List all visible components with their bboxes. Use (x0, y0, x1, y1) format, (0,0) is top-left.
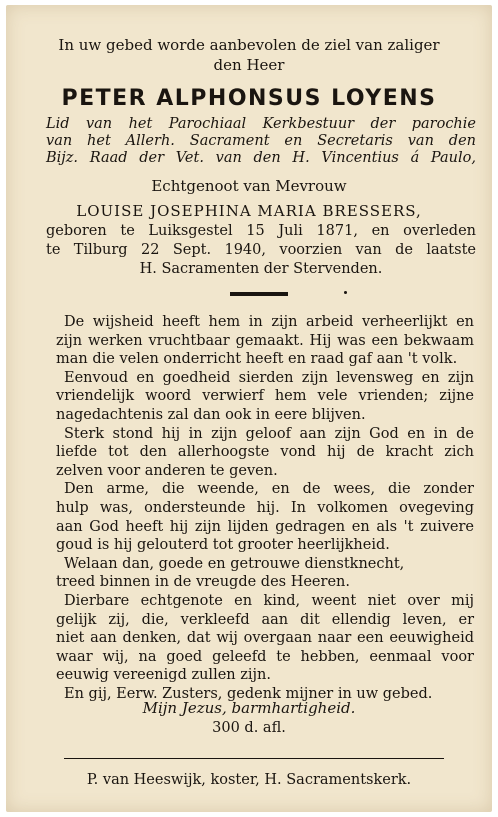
printer-credit: P. van Heeswijk, koster, H. Sacramentskerk. (86, 772, 412, 788)
eulogy-line: goud is hij gelouterd tot grooter heerlijkheid. (56, 537, 390, 554)
dates-line: te Tilburg 22 Sept. 1940, voorzien van de laatste (46, 242, 476, 258)
eulogy-line: aan God heeft hij zijn lijden gedragen en als 't zuivere (56, 518, 474, 535)
eulogy-line: liefde tot den allerhoogste vond hij de kracht zich (56, 444, 474, 461)
title-line: van het Allerh. Sacrament en Secretaris van den (46, 133, 476, 149)
eulogy-line: De wijsheid heeft hem in zijn arbeid verheerlijkt en (64, 314, 474, 330)
eulogy-line: treed binnen in de vreugde des Heeren. (56, 574, 350, 591)
spouse-header: Echtgenoot van Mevrouw (151, 177, 347, 195)
intro-text (6, 35, 492, 75)
deceased-titles (46, 116, 476, 167)
title-line: Bijz. Raad der Vet. van den H. Vincentius á Paulo, (46, 150, 476, 166)
ink-speck (344, 291, 347, 294)
eulogy-line: vriendelijk woord verwierf hem vele vrienden; zijne (56, 388, 474, 405)
memorial-card (6, 5, 492, 812)
indulgence-note: 300 d. afl. (212, 720, 286, 736)
deceased-name: PETER ALPHONSUS LOYENS (61, 86, 437, 111)
eulogy-line: hulp was, ondersteunde hij. In volkomen ovegeving (56, 499, 474, 516)
eulogy-line: eeuwig vereenigd zullen zijn. (56, 667, 271, 684)
title-line: Lid van het Parochiaal Kerkbestuur der parochie (46, 116, 476, 132)
eulogy-line: man die velen onderricht heeft en raad gaf aan 't volk. (56, 351, 458, 368)
eulogy-line: Sterk stond hij in zijn geloof aan zijn God en in de (64, 425, 474, 442)
spouse-name: LOUISE JOSEPHINA MARIA BRESSERS, (76, 202, 422, 220)
eulogy-line: Eenvoud en goedheid sierden zijn levensweg en zijn (64, 369, 474, 386)
intro-line-1: In uw gebed worde aanbevolen de ziel van zaliger (58, 36, 440, 54)
closing-prayer: Mijn Jezus, barmhartigheid. (142, 699, 356, 717)
dates-line: H. Sacramenten der Stervenden. (139, 261, 383, 277)
divider-bar (230, 292, 288, 296)
footer-rule (64, 758, 444, 759)
eulogy-line: zelven voor anderen te geven. (56, 462, 278, 479)
intro-line-2: den Heer (213, 56, 285, 74)
dates-line: geboren te Luiksgestel 15 Juli 1871, en overleden (46, 223, 476, 239)
eulogy-line: waar wij, na goed geleefd te hebben, eenmaal voor (56, 648, 474, 665)
life-dates (46, 222, 476, 279)
eulogy-line: Dierbare echtgenote en kind, weent niet over mij (64, 592, 474, 609)
eulogy-line: gelijk zij, die, verkleefd aan dit ellendig leven, er (56, 611, 474, 628)
eulogy-line: Den arme, die weende, en de wees, die zonder (64, 481, 474, 498)
eulogy-line: niet aan denken, dat wij overgaan naar een eeuwigheid (56, 630, 474, 647)
eulogy-line: En gij, Eerw. Zusters, gedenk mijner in uw gebed. (64, 685, 433, 702)
eulogy-line: zijn werken vruchtbaar gemaakt. Hij was een bekwaam (56, 332, 474, 349)
eulogy-line: Welaan dan, goede en getrouwe dienstknecht, (64, 555, 405, 572)
eulogy-text (56, 313, 474, 703)
eulogy-line: nagedachtenis zal dan ook in eere blijven. (56, 406, 366, 423)
